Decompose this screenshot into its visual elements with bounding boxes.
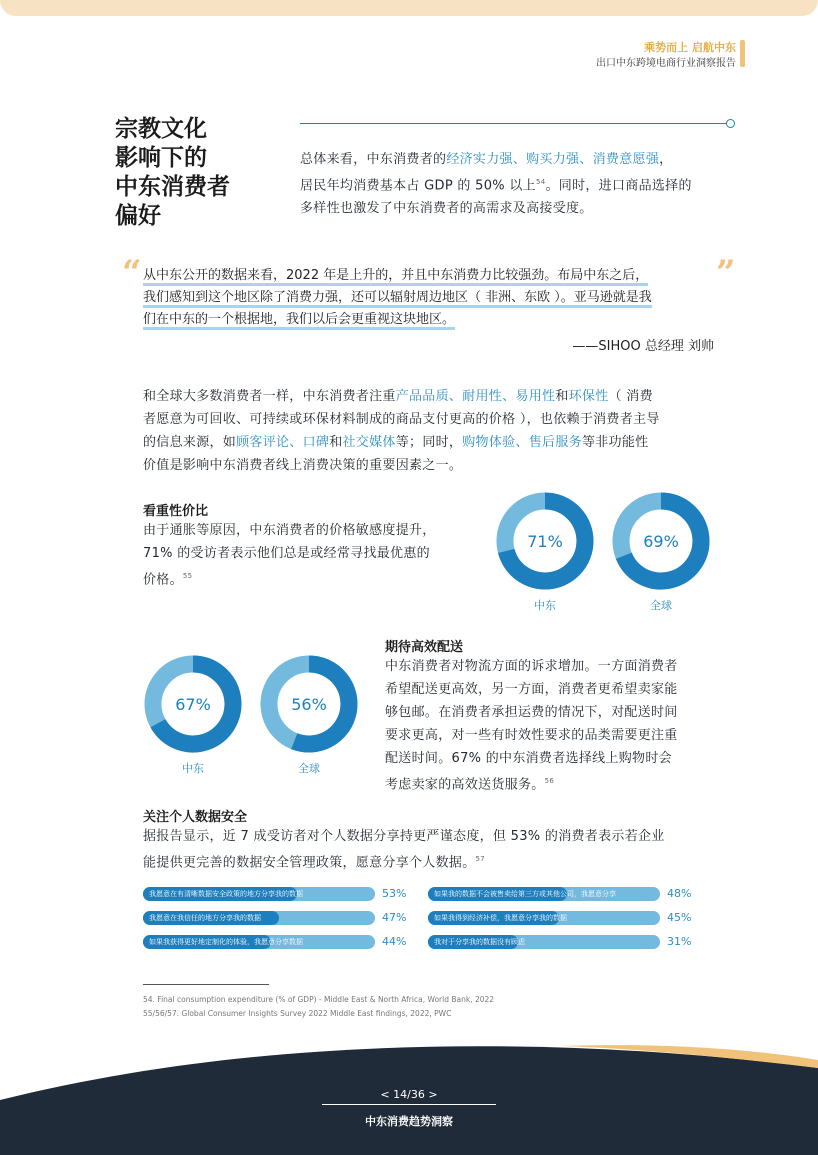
quote-line: 们在中东的一个根据地，我们以后会更重视这块地区。 bbox=[143, 312, 455, 330]
para-highlight: 购物体验、售后服务 bbox=[462, 435, 582, 450]
donut-label: 全球 bbox=[650, 599, 672, 612]
para-text: 考虑卖家的高效送货服务。 bbox=[385, 777, 545, 793]
footnote-ref: 57 bbox=[475, 855, 486, 863]
para-text: 和全球大多数消费者一样，中东消费者注重 bbox=[143, 389, 396, 404]
open-quote-icon: “ bbox=[122, 253, 142, 293]
para-text: 者愿意为可回收、可持续或环保材料制成的商品支付更高的价格 ），也依赖于消费者主导 bbox=[143, 412, 660, 427]
bar-category-label: 我愿意在我信任的地方分享我的数据 bbox=[149, 914, 261, 922]
bar-row bbox=[143, 935, 375, 949]
para-text: 和 bbox=[329, 435, 343, 450]
top-decor-band bbox=[0, 0, 818, 16]
intro-text: 居民年均消费基本占 GDP 的 50% 以上 bbox=[300, 178, 536, 194]
footnote: 55/56/57. Global Consumer Insights Survey 2022 Middle East findings, 2022, PWC bbox=[143, 1009, 452, 1018]
title-line: 偏好 bbox=[115, 203, 161, 229]
para-text: 71% 的受访者表示他们总是或经常寻找最优惠的 bbox=[143, 546, 430, 561]
bar-row bbox=[143, 887, 375, 901]
header-accent-bar bbox=[740, 40, 745, 67]
donut-chart-global-delivery bbox=[259, 654, 359, 754]
bar-category-label: 我愿意在有清晰数据安全政策的地方分享我的数据 bbox=[149, 890, 303, 898]
quote-line: 从中东公开的数据来看，2022 年是上升的，并且中东消费力比较强劲。布局中东之后， bbox=[143, 268, 648, 286]
divider-line bbox=[300, 123, 726, 124]
intro-highlight: 经济实力强、购买力强、消费意愿强 bbox=[446, 152, 660, 167]
bar-value-label: 45% bbox=[667, 911, 692, 924]
para-highlight: 环保性 bbox=[568, 389, 609, 404]
donut-label: 中东 bbox=[534, 599, 556, 612]
bar-value-label: 47% bbox=[382, 911, 407, 924]
bar-value-label: 48% bbox=[667, 887, 692, 900]
intro-text: 总体来看，中东消费者的 bbox=[300, 152, 447, 167]
intro-text: 。同时，进口商品选择的 bbox=[545, 178, 692, 194]
para-text: 据报告显示，近 7 成受访者对个人数据分享持更严谨态度，但 53% 的消费者表示若企业 bbox=[143, 829, 665, 844]
para-text: 要求更高，对一些有时效性要求的品类需要更注重 bbox=[385, 728, 678, 743]
donut-chart-me-price bbox=[495, 491, 595, 591]
footnote-divider bbox=[143, 984, 269, 985]
title-line: 影响下的 bbox=[115, 145, 207, 171]
intro-text: ， bbox=[659, 152, 673, 167]
para-text: 能提供更完善的数据安全管理政策，愿意分享个人数据。 bbox=[143, 855, 476, 871]
quote-line: 我们感知到这个地区除了消费力强，还可以辐射周边地区（ 非洲、东欧 ）。亚马逊就是我 bbox=[143, 290, 652, 308]
consumer-paragraph bbox=[143, 385, 723, 477]
para-highlight: 产品品质、耐用性、易用性 bbox=[395, 389, 556, 404]
para-text: 够包邮。在消费者承担运费的情况下，对配送时间 bbox=[385, 705, 678, 720]
quote-attribution: ——SIHOO 总经理 刘帅 bbox=[572, 339, 714, 354]
intro-text: 多样性也激发了中东消费者的高需求及高接受度。 bbox=[300, 201, 593, 217]
para-text: 的信息来源，如 bbox=[143, 435, 237, 450]
para-text: 配送时间。67% 的中东消费者选择线上购物时会 bbox=[385, 751, 672, 766]
title-line: 宗教文化 bbox=[115, 116, 207, 142]
footnote-ref: 55 bbox=[182, 572, 193, 580]
header-slogan: 乘势而上 启航中东 bbox=[644, 41, 736, 54]
delivery-heading: 期待高效配送 bbox=[385, 640, 464, 655]
bar-row bbox=[428, 887, 660, 901]
bar-category-label: 如果我获得更好地定制化的体验，我愿意分享数据 bbox=[149, 938, 303, 946]
donut-label: 全球 bbox=[298, 762, 320, 775]
footer-title: 中东消费趋势洞察 bbox=[365, 1115, 453, 1128]
running-header bbox=[596, 40, 736, 71]
donut-value-label: 69% bbox=[643, 532, 679, 551]
para-text: 等非功能性 bbox=[581, 435, 649, 450]
footnote-ref: 56 bbox=[544, 777, 555, 785]
bar-row bbox=[428, 935, 660, 949]
delivery-paragraph bbox=[385, 655, 730, 796]
para-highlight: 顾客评论、口碑 bbox=[236, 435, 330, 450]
bar-row bbox=[428, 911, 660, 925]
para-highlight: 社交媒体 bbox=[342, 435, 396, 450]
para-text: 价格。 bbox=[143, 572, 183, 588]
section-title bbox=[115, 115, 230, 231]
price-paragraph bbox=[143, 519, 483, 591]
pull-quote bbox=[143, 265, 719, 331]
data-security-heading: 关注个人数据安全 bbox=[143, 810, 248, 825]
bar-category-label: 我对于分享我的数据没有顾虑 bbox=[434, 938, 525, 946]
donut-value-label: 67% bbox=[175, 695, 211, 714]
para-text: 和 bbox=[555, 389, 569, 404]
intro-paragraph bbox=[300, 148, 730, 220]
data-security-paragraph bbox=[143, 825, 723, 874]
footer-divider bbox=[322, 1104, 496, 1105]
bar-value-label: 53% bbox=[382, 887, 407, 900]
bar-value-label: 44% bbox=[382, 935, 407, 948]
bar-category-label: 如果我得到经济补偿，我愿意分享我的数据 bbox=[434, 914, 567, 922]
donut-label: 中东 bbox=[182, 762, 204, 775]
para-text: （ 消费 bbox=[608, 389, 653, 404]
donut-chart-global-price bbox=[611, 491, 711, 591]
donut-value-label: 71% bbox=[527, 532, 563, 551]
close-quote-icon: ” bbox=[716, 253, 736, 293]
bar-row bbox=[143, 911, 375, 925]
title-line: 中东消费者 bbox=[115, 174, 230, 200]
para-text: 价值是影响中东消费者线上消费决策的重要因素之一。 bbox=[143, 458, 463, 473]
para-text: 希望配送更高效，另一方面，消费者更希望卖家能 bbox=[385, 682, 678, 697]
para-text: 中东消费者对物流方面的诉求增加。一方面消费者 bbox=[385, 659, 678, 674]
page-number: < 14/36 > bbox=[380, 1088, 438, 1101]
divider-dot bbox=[726, 119, 735, 128]
bar-value-label: 31% bbox=[667, 935, 692, 948]
bar-category-label: 如果我的数据不会被售卖给第三方或其他公司，我愿意分享 bbox=[434, 890, 616, 898]
para-text: 由于通胀等原因，中东消费者的价格敏感度提升， bbox=[143, 523, 436, 538]
footnote: 54. Final consumption expenditure (% of GDP) - Middle East & North Africa, World Bank, 2022 bbox=[143, 995, 495, 1004]
header-report-title: 出口中东跨境电商行业洞察报告 bbox=[596, 58, 736, 69]
price-heading: 看重性价比 bbox=[143, 504, 209, 519]
footnote-ref: 54 bbox=[535, 178, 546, 186]
donut-value-label: 56% bbox=[291, 695, 327, 714]
para-text: 等；同时， bbox=[395, 435, 463, 450]
donut-chart-me-delivery bbox=[143, 654, 243, 754]
